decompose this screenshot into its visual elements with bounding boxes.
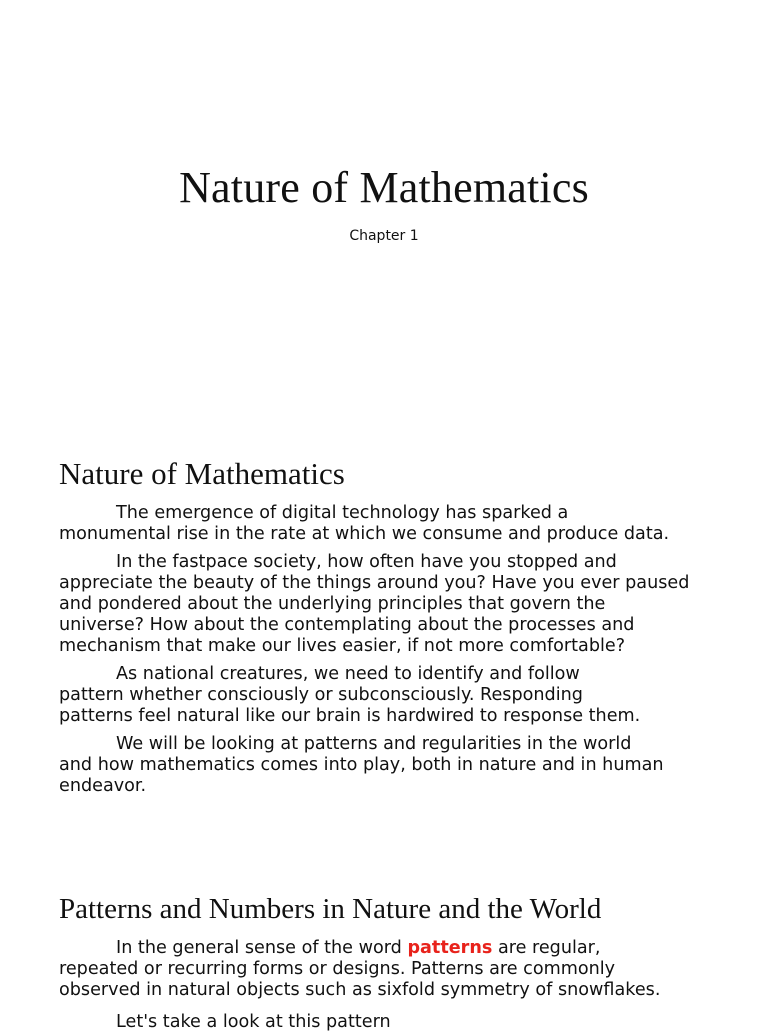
section-heading: Nature of Mathematics: [59, 456, 345, 491]
page-subtitle: Chapter 1: [349, 228, 419, 244]
text-line: and how mathematics comes into play, both in nature and in human: [59, 755, 664, 775]
paragraph: [59, 664, 749, 727]
text-line: repeated or recurring forms or designs. Patterns are commonly: [59, 959, 616, 979]
text-line: mechanism that make our lives easier, if not more comfortable?: [59, 636, 626, 656]
highlighted-term: patterns: [407, 938, 493, 958]
text-line: [59, 938, 749, 959]
text-line: patterns feel natural like our brain is hardwired to response them.: [59, 706, 641, 726]
section-heading: Patterns and Numbers in Nature and the World: [59, 893, 602, 925]
text-line: pattern whether consciously or subconsciously. Responding: [59, 685, 583, 705]
text-fragment: are regular,: [492, 938, 601, 958]
paragraph: [59, 552, 749, 657]
text-line: As national creatures, we need to identify and follow: [116, 664, 580, 684]
text-fragment: In the general sense of the word: [116, 938, 408, 958]
text-line: observed in natural objects such as sixfold symmetry of snowflakes.: [59, 980, 661, 1000]
text-line: universe? How about the contemplating about the processes and: [59, 615, 635, 635]
page-title: Nature of Mathematics: [179, 163, 589, 212]
section-body: [59, 938, 749, 1008]
text-line: The emergence of digital technology has sparked a: [116, 503, 569, 523]
text-line: We will be looking at patterns and regularities in the world: [116, 734, 632, 754]
cut-off-text-line: Let's take a look at this pattern: [116, 1012, 391, 1032]
paragraph: [59, 503, 749, 545]
section-body: [59, 503, 749, 804]
text-line: endeavor.: [59, 776, 147, 796]
paragraph: [59, 734, 749, 797]
paragraph: [59, 938, 749, 1001]
text-line: appreciate the beauty of the things around you? Have you ever paused: [59, 573, 690, 593]
text-line: monumental rise in the rate at which we consume and produce data.: [59, 524, 670, 544]
text-line: and pondered about the underlying principles that govern the: [59, 594, 606, 614]
text-line: In the fastpace society, how often have you stopped and: [116, 552, 617, 572]
